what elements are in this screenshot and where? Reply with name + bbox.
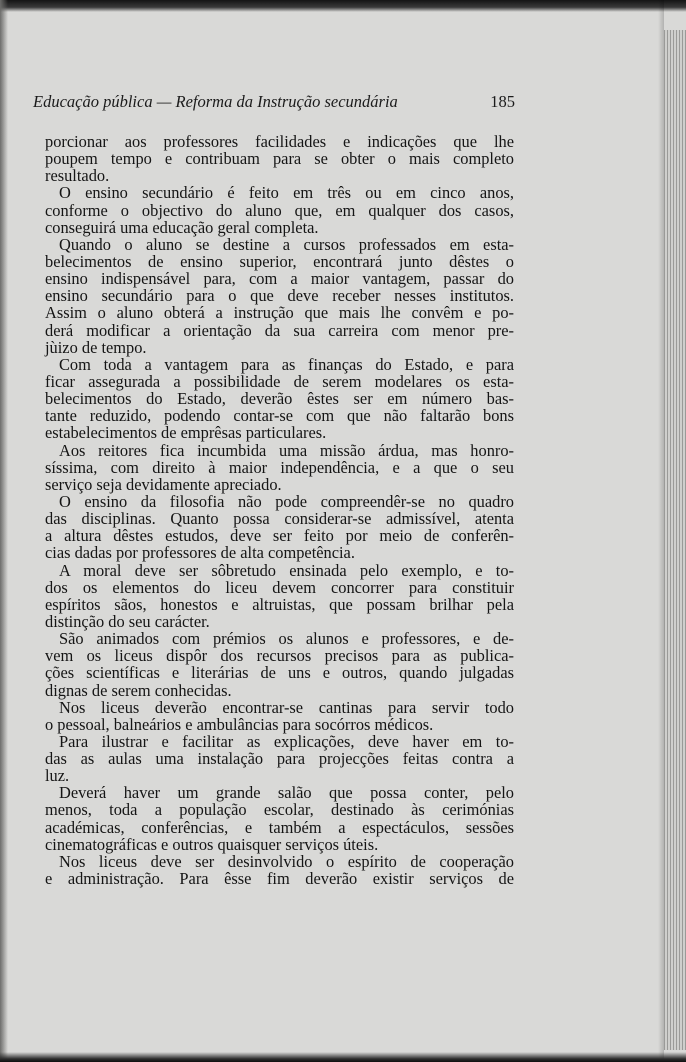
paragraph [45, 133, 514, 184]
text-line: cias dadas por professores de alta competência. [45, 543, 355, 563]
text-line: poupem tempo e contribuam para se obter o mais completo [45, 149, 514, 169]
text-line: das disciplinas. Quanto possa considerar-se admissível, atenta [45, 509, 514, 529]
paragraph [45, 784, 514, 853]
text-line: A moral deve ser sôbretudo ensinada pelo exemplo, e to- [59, 560, 514, 580]
text-line: Nos liceus deverão encontrar-se cantinas para servir todo [59, 697, 514, 717]
text-line: resultado. [45, 166, 110, 186]
text-line: luz. [45, 766, 70, 786]
paragraph [45, 853, 514, 887]
text-line: Aos reitores fica incumbida uma missão árdua, mas honro- [59, 440, 514, 460]
text-line: serviço seja devidamente apreciado. [45, 474, 282, 494]
paragraph [45, 184, 514, 235]
text-line: dos os elementos do liceu devem concorrer para constituir [45, 577, 514, 597]
text-line: distinção do seu carácter. [45, 611, 210, 631]
paragraph [45, 699, 514, 733]
body-text [45, 133, 514, 887]
paragraph [45, 733, 514, 784]
text-line: estabelecimentos de emprêsas particulares. [45, 423, 327, 443]
text-line: ficar assegurada a possibilidade de serem modelares os esta- [45, 371, 514, 391]
text-line: Assim o aluno obterá a instrução que mais lhe convêm e po- [45, 303, 514, 323]
text-line: Nos liceus deve ser desinvolvido o espírito de cooperação [59, 851, 514, 871]
text-line: das as aulas uma instalação para projecções feitas contra a [45, 749, 514, 769]
text-line: cinematográficas e outros quaisquer serviços úteis. [45, 834, 379, 854]
text-line: jùizo de tempo. [45, 337, 147, 357]
text-line: Com toda a vantagem para as finanças do Estado, e para [59, 354, 514, 374]
text-line: conseguirá uma educação geral completa. [45, 217, 319, 237]
running-head-title: Educação pública — Reforma da Instrução secundária [33, 92, 398, 111]
text-line: O ensino da filosofia não pode compreendêr-se no quadro [59, 491, 514, 511]
text-line: belecimentos do Estado, deverão êstes ser em número bas- [45, 389, 514, 409]
text-line: conforme o objectivo do aluno que, em qualquer dos casos, [45, 200, 514, 220]
text-line: espíritos sãos, honestos e altruistas, que possam brilhar pela [45, 594, 514, 614]
text-line: tante reduzido, podendo contar-se com que não faltarão bons [45, 406, 514, 426]
paragraph [45, 562, 514, 631]
text-line: O ensino secundário é feito em três ou em cinco anos, [59, 183, 514, 203]
text-line: ções scientíficas e literárias de uns e outros, quando julgadas [45, 663, 514, 683]
paragraph [45, 630, 514, 699]
scan-bottom-edge [0, 1052, 686, 1062]
text-line: derá modificar a orientação da sua carreira com menor pre- [45, 320, 514, 340]
text-line: belecimentos de ensino superior, encontrará junto dêstes o [45, 251, 514, 271]
text-line: vem os liceus dispôr dos recursos precisos para as publica- [45, 646, 514, 666]
text-line: Deverá haver um grande salão que possa conter, pelo [59, 783, 514, 803]
text-line: a altura dêstes estudos, deve ser feito por meio de conferên- [45, 526, 514, 546]
text-line: o pessoal, balneários e ambulâncias para socórros médicos. [45, 714, 434, 734]
text-line: Para ilustrar e facilitar as explicações, deve haver em to- [59, 731, 514, 751]
text-line: dignas de serem conhecidas. [45, 680, 232, 700]
scan-top-edge [0, 0, 686, 12]
text-line: ensino secundário para o que deve receber nesses institutos. [45, 286, 514, 306]
page-stack-edge [664, 30, 686, 1050]
paragraph [45, 236, 514, 356]
text-line: e administração. Para êsse fim deverão existir serviços de [45, 869, 514, 889]
text-line: Quando o aluno se destine a cursos professados em esta- [59, 234, 514, 254]
paragraph [45, 442, 514, 493]
running-head [33, 92, 515, 114]
page-number: 185 [490, 92, 515, 111]
paragraph [45, 493, 514, 562]
scan-left-edge [0, 0, 8, 1062]
text-line: académicas, conferências, e também a espectáculos, sessões [45, 817, 514, 837]
text-line: ensino indispensável para, com a maior vantagem, passar do [45, 269, 514, 289]
text-line: menos, toda a população escolar, destinado às cerimónias [45, 800, 514, 820]
text-line: São animados com prémios os alunos e professores, e de- [59, 629, 514, 649]
text-line: porcionar aos professores facilidades e indicações que lhe [45, 132, 514, 151]
text-line: síssima, com direito à maior independência, e a que o seu [45, 457, 514, 477]
paragraph [45, 356, 514, 442]
